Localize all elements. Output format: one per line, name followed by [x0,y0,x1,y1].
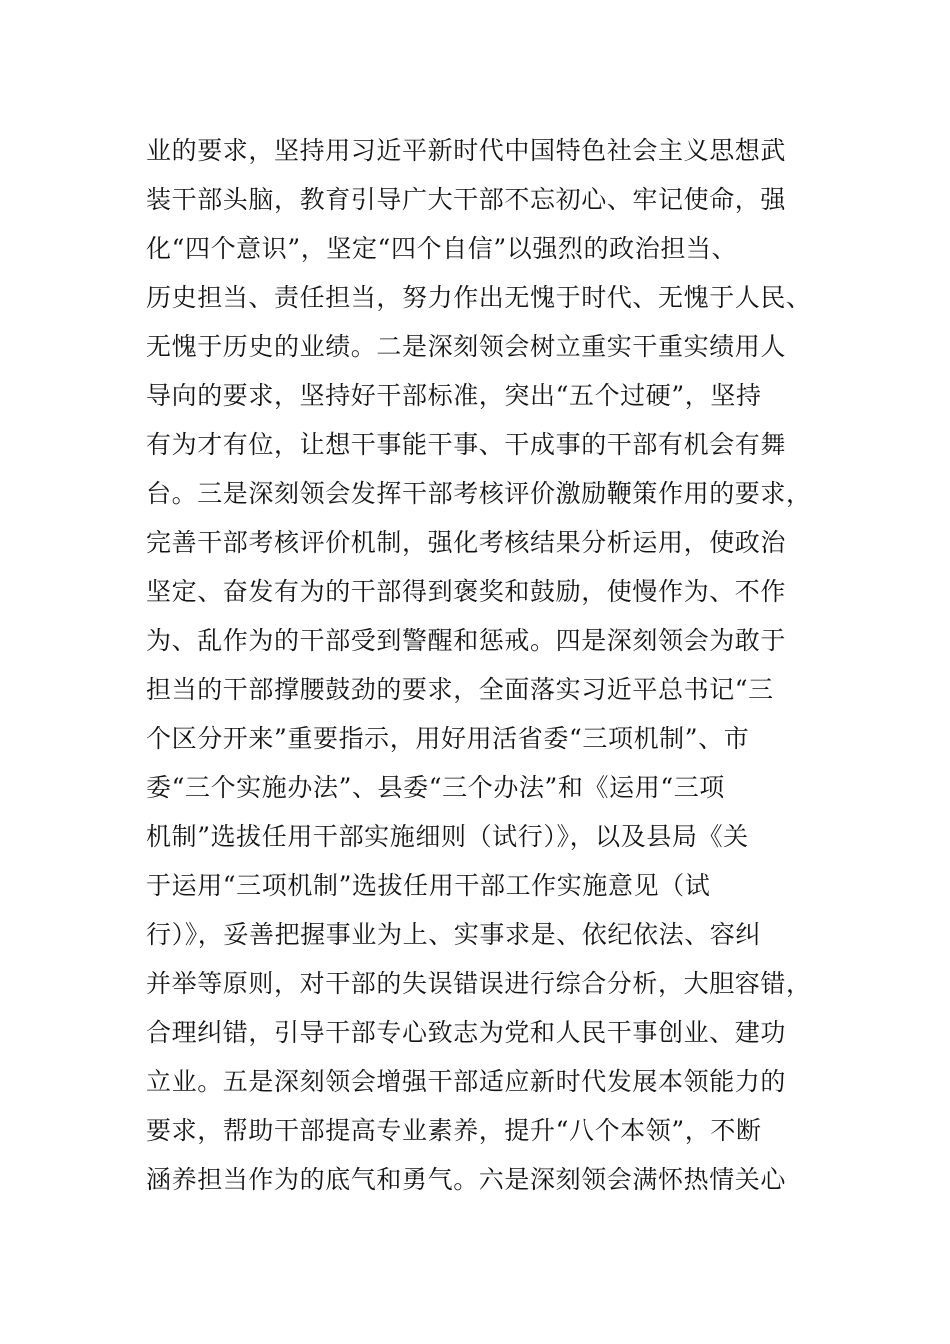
text-line: 坚定、奋发有为的干部得到褒奖和鼓励，使慢作为、不作 [146,577,787,606]
text-line: 合理纠错，引导干部专心致志为党和人民干事创业、建功 [146,1018,787,1047]
text-line: 无愧于历史的业绩。二是深刻领会树立重实干重实绩用人 [146,332,787,361]
text-line: 涵养担当作为的底气和勇气。六是深刻领会满怀热情关心 [146,1165,787,1194]
text-line: 历史担当、责任担当，努力作出无愧于时代、无愧于人民、 [146,283,812,312]
text-line: 完善干部考核评价机制，强化考核结果分析运用，使政治 [146,528,787,557]
text-line: 担当的干部撑腰鼓劲的要求，全面落实习近平总书记“三 [146,675,774,704]
text-line: 行）》，妥善把握事业为上、实事求是、依纪依法、容纠 [146,920,762,949]
text-line: 为、乱作为的干部受到警醒和惩戒。四是深刻领会为敢于 [146,626,787,655]
body-paragraph [146,126,826,1204]
text-line: 导向的要求，坚持好干部标准，突出“五个过硬”，坚持 [146,381,762,410]
text-line: 装干部头脑，教育引导广大干部不忘初心、牢记使命，强 [146,185,787,214]
text-line: 委“三个实施办法”、县委“三个办法”和《运用“三项 [146,773,725,802]
text-line: 化“四个意识”，坚定“四个自信”以强烈的政治担当、 [146,234,738,263]
text-line: 个区分开来”重要指示，用好用活省委“三项机制”、市 [146,724,750,753]
text-line: 要求，帮助干部提高专业素养，提升“八个本领”，不断 [146,1116,762,1145]
text-line: 于运用“三项机制”选拔任用干部工作实施意见（试 [146,871,711,900]
text-line: 立业。五是深刻领会增强干部适应新时代发展本领能力的 [146,1067,787,1096]
text-line: 台。三是深刻领会发挥干部考核评价激励鞭策作用的要求， [146,479,812,508]
text-line: 有为才有位，让想干事能干事、干成事的干部有机会有舞 [146,430,787,459]
text-line: 并举等原则，对干部的失误错误进行综合分析，大胆容错， [146,969,812,998]
text-line: 业的要求，坚持用习近平新时代中国特色社会主义思想武 [146,136,787,165]
text-line: 机制”选拔任用干部实施细则（试行）》，以及县局《关 [146,822,749,851]
